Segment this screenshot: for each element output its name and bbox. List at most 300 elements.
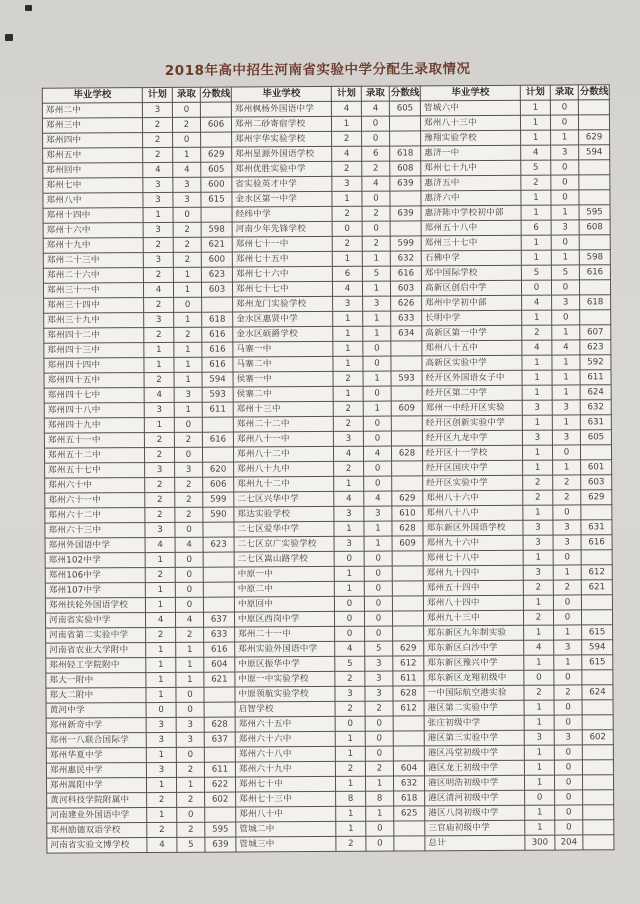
admitted-cell: 1 [363,311,391,326]
school-cell: 郑州龙门实验学校 [233,296,333,312]
admitted-cell: 0 [176,687,204,702]
admitted-cell: 2 [175,477,203,492]
score-cell: 624 [582,685,613,700]
admitted-cell: 2 [173,237,201,252]
plan-cell: 4 [522,340,552,355]
admitted-cell: 0 [361,116,389,131]
school-cell: 郑州优胜实验中学 [232,161,332,177]
school-cell: 郑州107中学 [45,583,145,599]
plan-cell: 3 [146,732,176,747]
plan-cell: 1 [332,251,362,266]
plan-cell: 1 [521,235,551,250]
school-cell: 高新区第一中学 [422,325,522,341]
score-cell: 616 [579,265,610,280]
plan-cell: 2 [145,507,175,522]
score-cell [202,447,233,462]
admitted-cell: 0 [363,386,391,401]
score-cell: 592 [580,355,611,370]
column-header: 录取 [361,86,389,101]
plan-cell: 0 [521,280,551,295]
plan-cell: 1 [336,806,366,821]
column-header: 毕业学校 [231,86,331,102]
plan-cell: 6 [521,220,551,235]
score-cell: 598 [579,250,610,265]
admitted-cell: 0 [175,567,203,582]
school-cell: 郑东新区龙翔初级中 [424,670,524,686]
school-cell: 郑州四十三中 [44,343,144,359]
school-cell: 郑州七十中 [235,776,335,792]
plan-cell: 4 [334,491,364,506]
plan-cell: 2 [332,206,362,221]
admitted-cell: 0 [551,280,579,295]
admitted-cell: 4 [361,101,389,116]
score-cell: 632 [393,776,424,791]
plan-cell: 4 [145,537,175,552]
admitted-cell: 0 [175,597,203,612]
school-cell: 郑州七十八中 [423,550,523,566]
admitted-cell: 0 [553,550,581,565]
score-cell [390,221,421,236]
score-cell: 610 [392,506,423,521]
school-cell: 郑州三十一中 [43,283,143,299]
score-cell: 602 [205,792,236,807]
school-cell: 管城二中 [236,821,336,837]
plan-cell: 3 [143,252,173,267]
admitted-cell: 0 [363,416,391,431]
school-cell: 河南省农业大学附中 [46,643,146,659]
admitted-cell: 6 [362,146,390,161]
plan-cell: 1 [146,777,176,792]
plan-cell: 2 [524,685,554,700]
admitted-cell: 1 [176,657,204,672]
plan-cell: 1 [524,655,554,670]
score-cell [579,160,610,175]
plan-cell: 2 [144,297,174,312]
score-cell [202,417,233,432]
admitted-cell: 0 [175,552,203,567]
plan-cell: 2 [144,372,174,387]
school-cell: 郑州六十六中 [235,731,335,747]
plan-cell: 4 [331,101,361,116]
score-cell: 629 [581,490,612,505]
admitted-cell: 5 [362,266,390,281]
admitted-cell: 3 [365,671,393,686]
admissions-table [42,84,615,853]
plan-cell: 3 [523,535,553,550]
school-cell: 省实验英才中学 [232,176,332,192]
score-cell: 633 [391,311,422,326]
plan-cell: 2 [143,132,173,147]
score-cell [202,297,233,312]
score-cell [391,431,422,446]
admitted-cell: 0 [175,522,203,537]
plan-cell: 1 [524,745,554,760]
score-cell: 634 [391,326,422,341]
score-cell [393,716,424,731]
plan-cell: 3 [522,430,552,445]
admitted-cell: 0 [365,746,393,761]
admitted-cell: 3 [365,656,393,671]
school-cell: 郑大二附中 [46,688,146,704]
admitted-cell: 2 [175,492,203,507]
school-cell: 二七区嵩山路学校 [234,551,334,567]
school-cell: 郑州四十七中 [44,388,144,404]
score-cell: 607 [580,325,611,340]
plan-cell: 4 [147,837,177,852]
school-cell: 郑州106中学 [45,568,145,584]
admitted-cell: 0 [364,611,392,626]
school-cell: 郑州五中 [43,148,143,164]
admitted-cell: 2 [176,627,204,642]
score-cell: 628 [392,521,423,536]
admitted-cell: 5 [551,265,579,280]
school-cell: 郑州七十七中 [232,281,332,297]
admitted-cell: 2 [365,761,393,776]
school-cell: 郑州七十三中 [236,791,336,807]
column-header: 分数线 [389,86,420,101]
plan-cell: 1 [146,642,176,657]
plan-cell: 2 [523,475,553,490]
admitted-cell: 0 [554,670,582,685]
school-cell: 郑州二十六中 [43,268,143,284]
admitted-cell: 0 [555,820,583,835]
admitted-cell: 1 [552,370,580,385]
admitted-cell: 1 [551,205,579,220]
school-cell: 黄河中学 [46,703,146,719]
plan-cell: 2 [145,567,175,582]
plan-cell: 8 [336,791,366,806]
school-cell: 经开区九龙中学 [422,430,522,446]
plan-cell: 1 [335,731,365,746]
table-row [47,835,614,853]
admitted-cell: 0 [362,191,390,206]
admitted-cell: 1 [363,371,391,386]
plan-cell: 2 [335,701,365,716]
score-cell [203,582,234,597]
plan-cell: 2 [332,236,362,251]
score-cell [204,687,235,702]
school-cell: 郑东新区九年制实验 [424,625,524,641]
plan-cell: 3 [332,176,362,191]
score-cell: 623 [580,340,611,355]
score-cell [392,551,423,566]
admitted-cell: 0 [364,566,392,581]
school-cell: 郑州十四中 [43,208,143,224]
plan-cell: 3 [143,222,173,237]
admitted-cell: 0 [554,700,582,715]
admitted-cell: 2 [174,327,202,342]
score-cell: 605 [201,162,232,177]
school-cell: 郑州六十八中 [235,746,335,762]
school-cell: 郑州六十中 [45,478,145,494]
score-cell: 609 [391,401,422,416]
score-cell: 603 [201,282,232,297]
admitted-cell: 1 [173,147,201,162]
score-cell [583,835,614,850]
score-cell: 625 [394,806,425,821]
column-header: 计划 [331,86,361,101]
school-cell: 港区冯堂初级中学 [424,745,524,761]
score-cell: 618 [580,295,611,310]
score-cell: 612 [581,565,612,580]
admitted-cell: 1 [552,325,580,340]
score-cell: 621 [581,580,612,595]
plan-cell: 1 [334,566,364,581]
school-cell: 马寨一中 [233,341,333,357]
score-cell [582,745,613,760]
score-cell [582,715,613,730]
school-cell: 郑州八十五中 [422,340,522,356]
admitted-cell: 1 [173,282,201,297]
school-cell: 长明中学 [422,310,522,326]
school-cell: 经开区国庆中学 [423,460,523,476]
score-cell: 628 [391,446,422,461]
school-cell: 石佛中学 [421,250,521,266]
score-cell: 605 [389,101,420,116]
admitted-cell: 3 [174,387,202,402]
score-cell [392,611,423,626]
admitted-cell: 2 [362,161,390,176]
school-cell: 郑州八十六中 [423,490,523,506]
plan-cell: 1 [521,190,551,205]
score-cell: 616 [202,357,233,372]
score-cell [583,820,614,835]
plan-cell: 3 [145,462,175,477]
school-cell: 郑州外国语中学 [45,538,145,554]
column-header: 分数线 [578,85,609,100]
school-cell: 中原领航实验学校 [235,686,335,702]
admitted-cell: 0 [176,702,204,717]
score-cell: 629 [201,147,232,162]
school-cell: 郑州一八联合国际学 [46,733,146,749]
plan-cell: 1 [524,625,554,640]
admitted-cell: 2 [177,822,205,837]
school-cell: 郑州新奇中学 [46,718,146,734]
admitted-cell: 0 [362,221,390,236]
admitted-cell: 4 [363,446,391,461]
admitted-cell: 3 [552,400,580,415]
score-cell [392,596,423,611]
admitted-cell: 0 [555,790,583,805]
plan-cell: 3 [333,431,363,446]
admitted-cell: 1 [552,355,580,370]
plan-cell: 0 [334,551,364,566]
score-cell: 624 [580,385,611,400]
admitted-cell: 1 [552,385,580,400]
school-cell: 郑州三十九中 [44,313,144,329]
score-cell [582,670,613,685]
admitted-cell: 3 [173,192,201,207]
school-cell: 经开区第二中学 [422,385,522,401]
school-cell: 郑东新区豫兴中学 [424,655,524,671]
school-cell: 郑州八十二中 [233,446,333,462]
school-cell: 经纬中学 [232,206,332,222]
admitted-cell: 0 [554,775,582,790]
score-cell: 611 [202,402,233,417]
plan-cell: 1 [524,715,554,730]
school-cell: 郑州二十三中 [43,253,143,269]
plan-cell: 1 [333,356,363,371]
school-cell: 郑州二十一中 [235,626,335,642]
admitted-cell: 1 [174,312,202,327]
admitted-cell: 4 [175,612,203,627]
plan-cell: 0 [334,611,364,626]
admitted-cell: 0 [174,447,202,462]
score-cell: 605 [580,430,611,445]
admitted-cell: 3 [176,732,204,747]
plan-cell: 1 [333,341,363,356]
score-cell [203,567,234,582]
school-cell: 经开区创新实验中学 [422,415,522,431]
admitted-cell: 1 [174,372,202,387]
column-header: 毕业学校 [42,88,142,104]
school-cell: 金水区第一中学 [232,191,332,207]
admitted-cell: 0 [551,175,579,190]
school-cell: 郑州六十一中 [45,493,145,509]
school-cell: 豫翔实验学校 [421,130,521,146]
score-cell [394,836,425,851]
score-cell [203,522,234,537]
column-header: 录取 [550,85,578,100]
score-cell [578,100,609,115]
plan-cell: 1 [522,355,552,370]
plan-cell: 2 [333,371,363,386]
admitted-cell: 0 [173,132,201,147]
plan-cell: 2 [523,580,553,595]
school-cell: 郑州一中经开区实验 [422,400,522,416]
score-cell [579,175,610,190]
column-header: 计划 [520,85,550,100]
school-cell: 惠济六中 [421,190,521,206]
admitted-cell: 0 [362,131,390,146]
school-cell: 郑州二中 [42,103,142,119]
plan-cell: 1 [335,776,365,791]
school-cell: 郑州中学初中部 [422,295,522,311]
admitted-cell: 0 [365,716,393,731]
plan-cell: 2 [333,416,363,431]
school-cell: 二七区爱华中学 [234,521,334,537]
score-cell [581,595,612,610]
plan-cell: 2 [523,610,553,625]
school-cell: 侯寨二中 [233,386,333,402]
admitted-cell: 1 [362,281,390,296]
admitted-cell: 1 [173,267,201,282]
admitted-cell: 0 [555,805,583,820]
score-cell: 616 [581,535,612,550]
admitted-cell: 2 [362,236,390,251]
score-cell: 629 [392,491,423,506]
school-cell: 管城三中 [236,836,336,852]
plan-cell: 1 [522,445,552,460]
score-cell [582,700,613,715]
score-cell: 615 [201,192,232,207]
admitted-cell: 2 [554,685,582,700]
school-cell: 郑州八十四中 [423,595,523,611]
school-cell: 郑州四十五中 [44,373,144,389]
scan-artifact-mark [5,34,13,41]
plan-cell: 1 [525,805,555,820]
school-cell: 郑州五十二中 [44,448,144,464]
school-cell: 郑州三中 [42,118,142,134]
score-cell: 616 [204,642,235,657]
score-cell [392,476,423,491]
admitted-cell: 0 [553,595,581,610]
school-cell: 郑东新区外国语学校 [423,520,523,536]
school-cell: 郑州四中 [43,133,143,149]
admitted-cell: 0 [363,431,391,446]
score-cell [393,626,424,641]
plan-cell: 1 [146,672,176,687]
school-cell: 郑州轻工学院附中 [46,658,146,674]
plan-cell: 3 [144,312,174,327]
admitted-cell: 1 [363,326,391,341]
school-cell: 郑州星源外国语学校 [232,146,332,162]
score-cell: 629 [393,641,424,656]
admitted-cell: 0 [364,476,392,491]
admitted-cell: 1 [552,415,580,430]
plan-cell: 1 [520,100,550,115]
score-cell: 595 [579,205,610,220]
score-cell: 622 [204,777,235,792]
plan-cell: 1 [333,386,363,401]
plan-cell: 2 [336,836,366,851]
plan-cell: 0 [334,596,364,611]
score-cell [201,207,232,222]
school-cell: 郑州八十三中 [420,115,520,131]
plan-cell: 3 [524,730,554,745]
score-cell: 616 [202,432,233,447]
score-cell [203,552,234,567]
score-cell: 621 [204,672,235,687]
school-cell: 中原区西岗中学 [234,611,334,627]
scan-artifact-mark [25,5,32,11]
school-cell: 郑州四十二中 [44,328,144,344]
admitted-cell: 3 [176,717,204,732]
score-cell: 628 [204,717,235,732]
score-cell: 632 [580,400,611,415]
plan-cell: 1 [145,597,175,612]
admitted-cell: 4 [175,537,203,552]
plan-cell: 1 [522,310,552,325]
school-cell: 马寨二中 [233,356,333,372]
school-cell: 河南少年先锋学校 [232,221,332,237]
school-cell: 二七区兴华中学 [234,491,334,507]
plan-cell: 1 [523,505,553,520]
score-cell [391,341,422,356]
school-cell: 郑州惠民中学 [46,763,146,779]
plan-cell: 3 [335,686,365,701]
plan-cell: 2 [144,327,174,342]
score-cell: 611 [204,762,235,777]
plan-cell: 1 [523,595,553,610]
score-cell [581,505,612,520]
score-cell: 603 [390,281,421,296]
school-cell: 郑州八十八中 [423,505,523,521]
plan-cell: 1 [334,476,364,491]
score-cell: 606 [200,117,231,132]
admitted-cell: 2 [175,507,203,522]
school-cell: 郑州十九中 [43,238,143,254]
plan-cell: 4 [143,282,173,297]
score-cell: 594 [202,372,233,387]
score-cell: 611 [580,370,611,385]
admitted-cell: 0 [551,235,579,250]
score-cell [578,115,609,130]
score-cell [204,747,235,762]
plan-cell: 1 [146,747,176,762]
admitted-cell: 2 [365,701,393,716]
admitted-cell: 1 [553,460,581,475]
